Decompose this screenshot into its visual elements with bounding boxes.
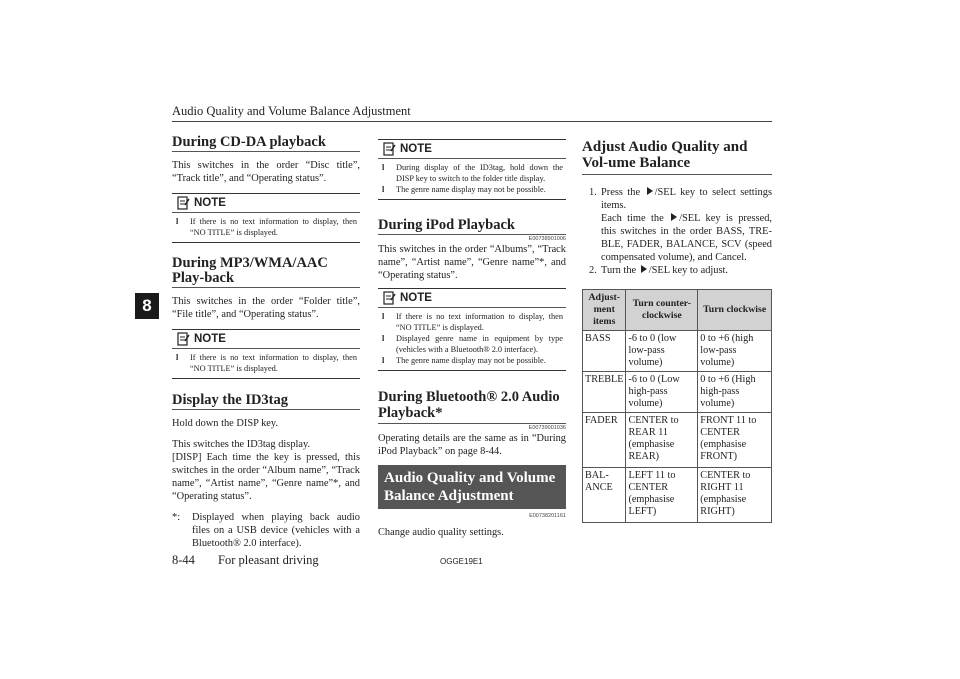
note-box-3 xyxy=(378,139,566,200)
section-banner: Audio Quality and Volume Balance Adjustment xyxy=(378,465,566,509)
bullet-icon: l xyxy=(382,185,385,194)
table-row xyxy=(583,413,772,468)
table-cell: -6 to 0 (low low-pass volume) xyxy=(626,331,698,372)
bullet-icon: l xyxy=(382,312,385,321)
note-icon xyxy=(382,291,396,305)
note-icon xyxy=(176,332,190,346)
note-header xyxy=(172,330,360,349)
table-cell: LEFT 11 to CENTER (emphasise LEFT) xyxy=(626,468,698,523)
note-icon xyxy=(382,142,396,156)
table-cell: BAL-ANCE xyxy=(583,468,626,523)
ipod-heading: During iPod Playback xyxy=(378,218,566,235)
id3-text-1: Hold down the DISP key. xyxy=(172,418,279,429)
adjust-rule xyxy=(582,174,772,175)
note-header xyxy=(172,194,360,213)
note-box-2 xyxy=(172,329,360,379)
table-cell: 0 to +6 (High high-pass volume) xyxy=(698,372,772,413)
adjustment-table xyxy=(582,289,772,523)
table-cell: FADER xyxy=(583,413,626,468)
step-subtext: Each time the xyxy=(601,213,664,224)
page-header-title: Audio Quality and Volume Balance Adjustment xyxy=(172,104,411,118)
footnote xyxy=(172,511,360,550)
bullet-icon: l xyxy=(176,217,179,226)
bluetooth-text: Operating details are the same as in “During iPod Playback” on page 8-44. xyxy=(378,433,566,457)
table-row xyxy=(583,331,772,372)
note-header xyxy=(378,289,566,308)
note-icon xyxy=(176,196,190,210)
footnote-text: Displayed when playing back audio files on a USB device (vehicles with a Bluetooth® 2.0 interface). xyxy=(192,512,360,549)
step-text: Press the xyxy=(601,187,641,198)
play-icon xyxy=(671,213,677,221)
note-item: If there is no text information to display, then “NO TITLE” is displayed. xyxy=(190,217,357,237)
note-box-1 xyxy=(172,193,360,243)
id3-text-2: This switches the ID3tag display. xyxy=(172,439,311,450)
note-label: NOTE xyxy=(194,332,226,345)
page-number: 8-44 xyxy=(172,553,195,567)
step-number: 2. xyxy=(589,265,597,276)
note-item: Displayed genre name in equipment by type (vehicles with a Bluetooth® 2.0 interface). xyxy=(396,334,563,354)
table-cell: FRONT 11 to CENTER (emphasise FRONT) xyxy=(698,413,772,468)
chapter-tab: 8 xyxy=(135,293,159,319)
banner-code: E00738201161 xyxy=(529,513,566,519)
step-number: 1. xyxy=(589,187,597,198)
note-item: The genre name display may not be possible. xyxy=(396,356,546,365)
column-1 xyxy=(172,135,360,550)
table-cell: CENTER to RIGHT 11 (emphasise RIGHT) xyxy=(698,468,772,523)
adjust-heading: Adjust Audio Quality and Vol-ume Balance xyxy=(582,139,748,171)
table-header: Adjust-ment items xyxy=(583,290,626,331)
play-icon xyxy=(647,187,653,195)
note-header xyxy=(378,140,566,159)
note-item: During display of the ID3tag, hold down the DISP key to switch to the folder title display. xyxy=(396,163,563,183)
play-icon xyxy=(641,265,647,273)
bullet-icon: l xyxy=(382,334,385,343)
column-2 xyxy=(378,139,566,539)
bluetooth-heading: During Bluetooth® 2.0 Audio Playback* xyxy=(378,389,560,421)
bluetooth-code: E00739001036 xyxy=(528,425,566,431)
mp3-text: This switches in the order “Folder title”, “File title”, and “Operating status”. xyxy=(172,296,360,320)
footnote-mark: *: xyxy=(172,512,181,523)
step-text: /SEL key to select settings items. xyxy=(601,187,772,211)
table-row xyxy=(583,372,772,413)
note-label: NOTE xyxy=(400,291,432,304)
step-subtext: /SEL key is pressed, this switches in the order BASS, TRE-BLE, FADER, BALANCE, SCV (speed compensated volume), and Cancel. xyxy=(601,213,772,263)
step-2 xyxy=(582,264,772,277)
column-3 xyxy=(582,139,772,523)
header-rule xyxy=(172,121,772,122)
table-cell: BASS xyxy=(583,331,626,372)
table-cell: -6 to 0 (Low high-pass volume) xyxy=(626,372,698,413)
table-cell: 0 to +6 (high low-pass volume) xyxy=(698,331,772,372)
table-header: Turn counter-clockwise xyxy=(626,290,698,331)
note-item: If there is no text information to display, then “NO TITLE” is displayed. xyxy=(396,312,563,332)
document-code: OGGE19E1 xyxy=(440,557,483,566)
ipod-code: E00738901006 xyxy=(528,236,566,242)
section-name: For pleasant driving xyxy=(218,553,319,567)
id3-heading: Display the ID3tag xyxy=(172,393,360,410)
bullet-icon: l xyxy=(382,163,385,172)
step-text: Turn the xyxy=(601,265,637,276)
step-1 xyxy=(582,186,772,264)
table-header-row xyxy=(583,290,772,331)
table-cell: CENTER to REAR 11 (emphasise REAR) xyxy=(626,413,698,468)
id3-text-3: [DISP] Each time the key is pressed, this switches in the order “Album name”, “Track name”, “Artist name”, “Genre name”*, and “Operating status”. xyxy=(172,452,360,502)
table-header: Turn clockwise xyxy=(698,290,772,331)
ipod-text: This switches in the order “Albums”, “Track name”, “Artist name”, “Genre name”*, and “Operating status”. xyxy=(378,244,566,281)
mp3-heading: During MP3/WMA/AAC Play-back xyxy=(172,256,360,288)
note-box-4 xyxy=(378,288,566,371)
table-cell: TREBLE xyxy=(583,372,626,413)
note-item: The genre name display may not be possible. xyxy=(396,185,546,194)
note-label: NOTE xyxy=(400,142,432,155)
cdda-text: This switches in the order “Disc title”, “Track title”, and “Operating status”. xyxy=(172,160,360,184)
cdda-heading: During CD-DA playback xyxy=(172,135,360,152)
bullet-icon: l xyxy=(176,353,179,362)
table-row xyxy=(583,468,772,523)
note-item: If there is no text information to display, then “NO TITLE” is displayed. xyxy=(190,353,357,373)
bullet-icon: l xyxy=(382,356,385,365)
banner-text: Change audio quality settings. xyxy=(378,527,504,538)
step-text: /SEL key to adjust. xyxy=(648,265,729,276)
note-label: NOTE xyxy=(194,196,226,209)
